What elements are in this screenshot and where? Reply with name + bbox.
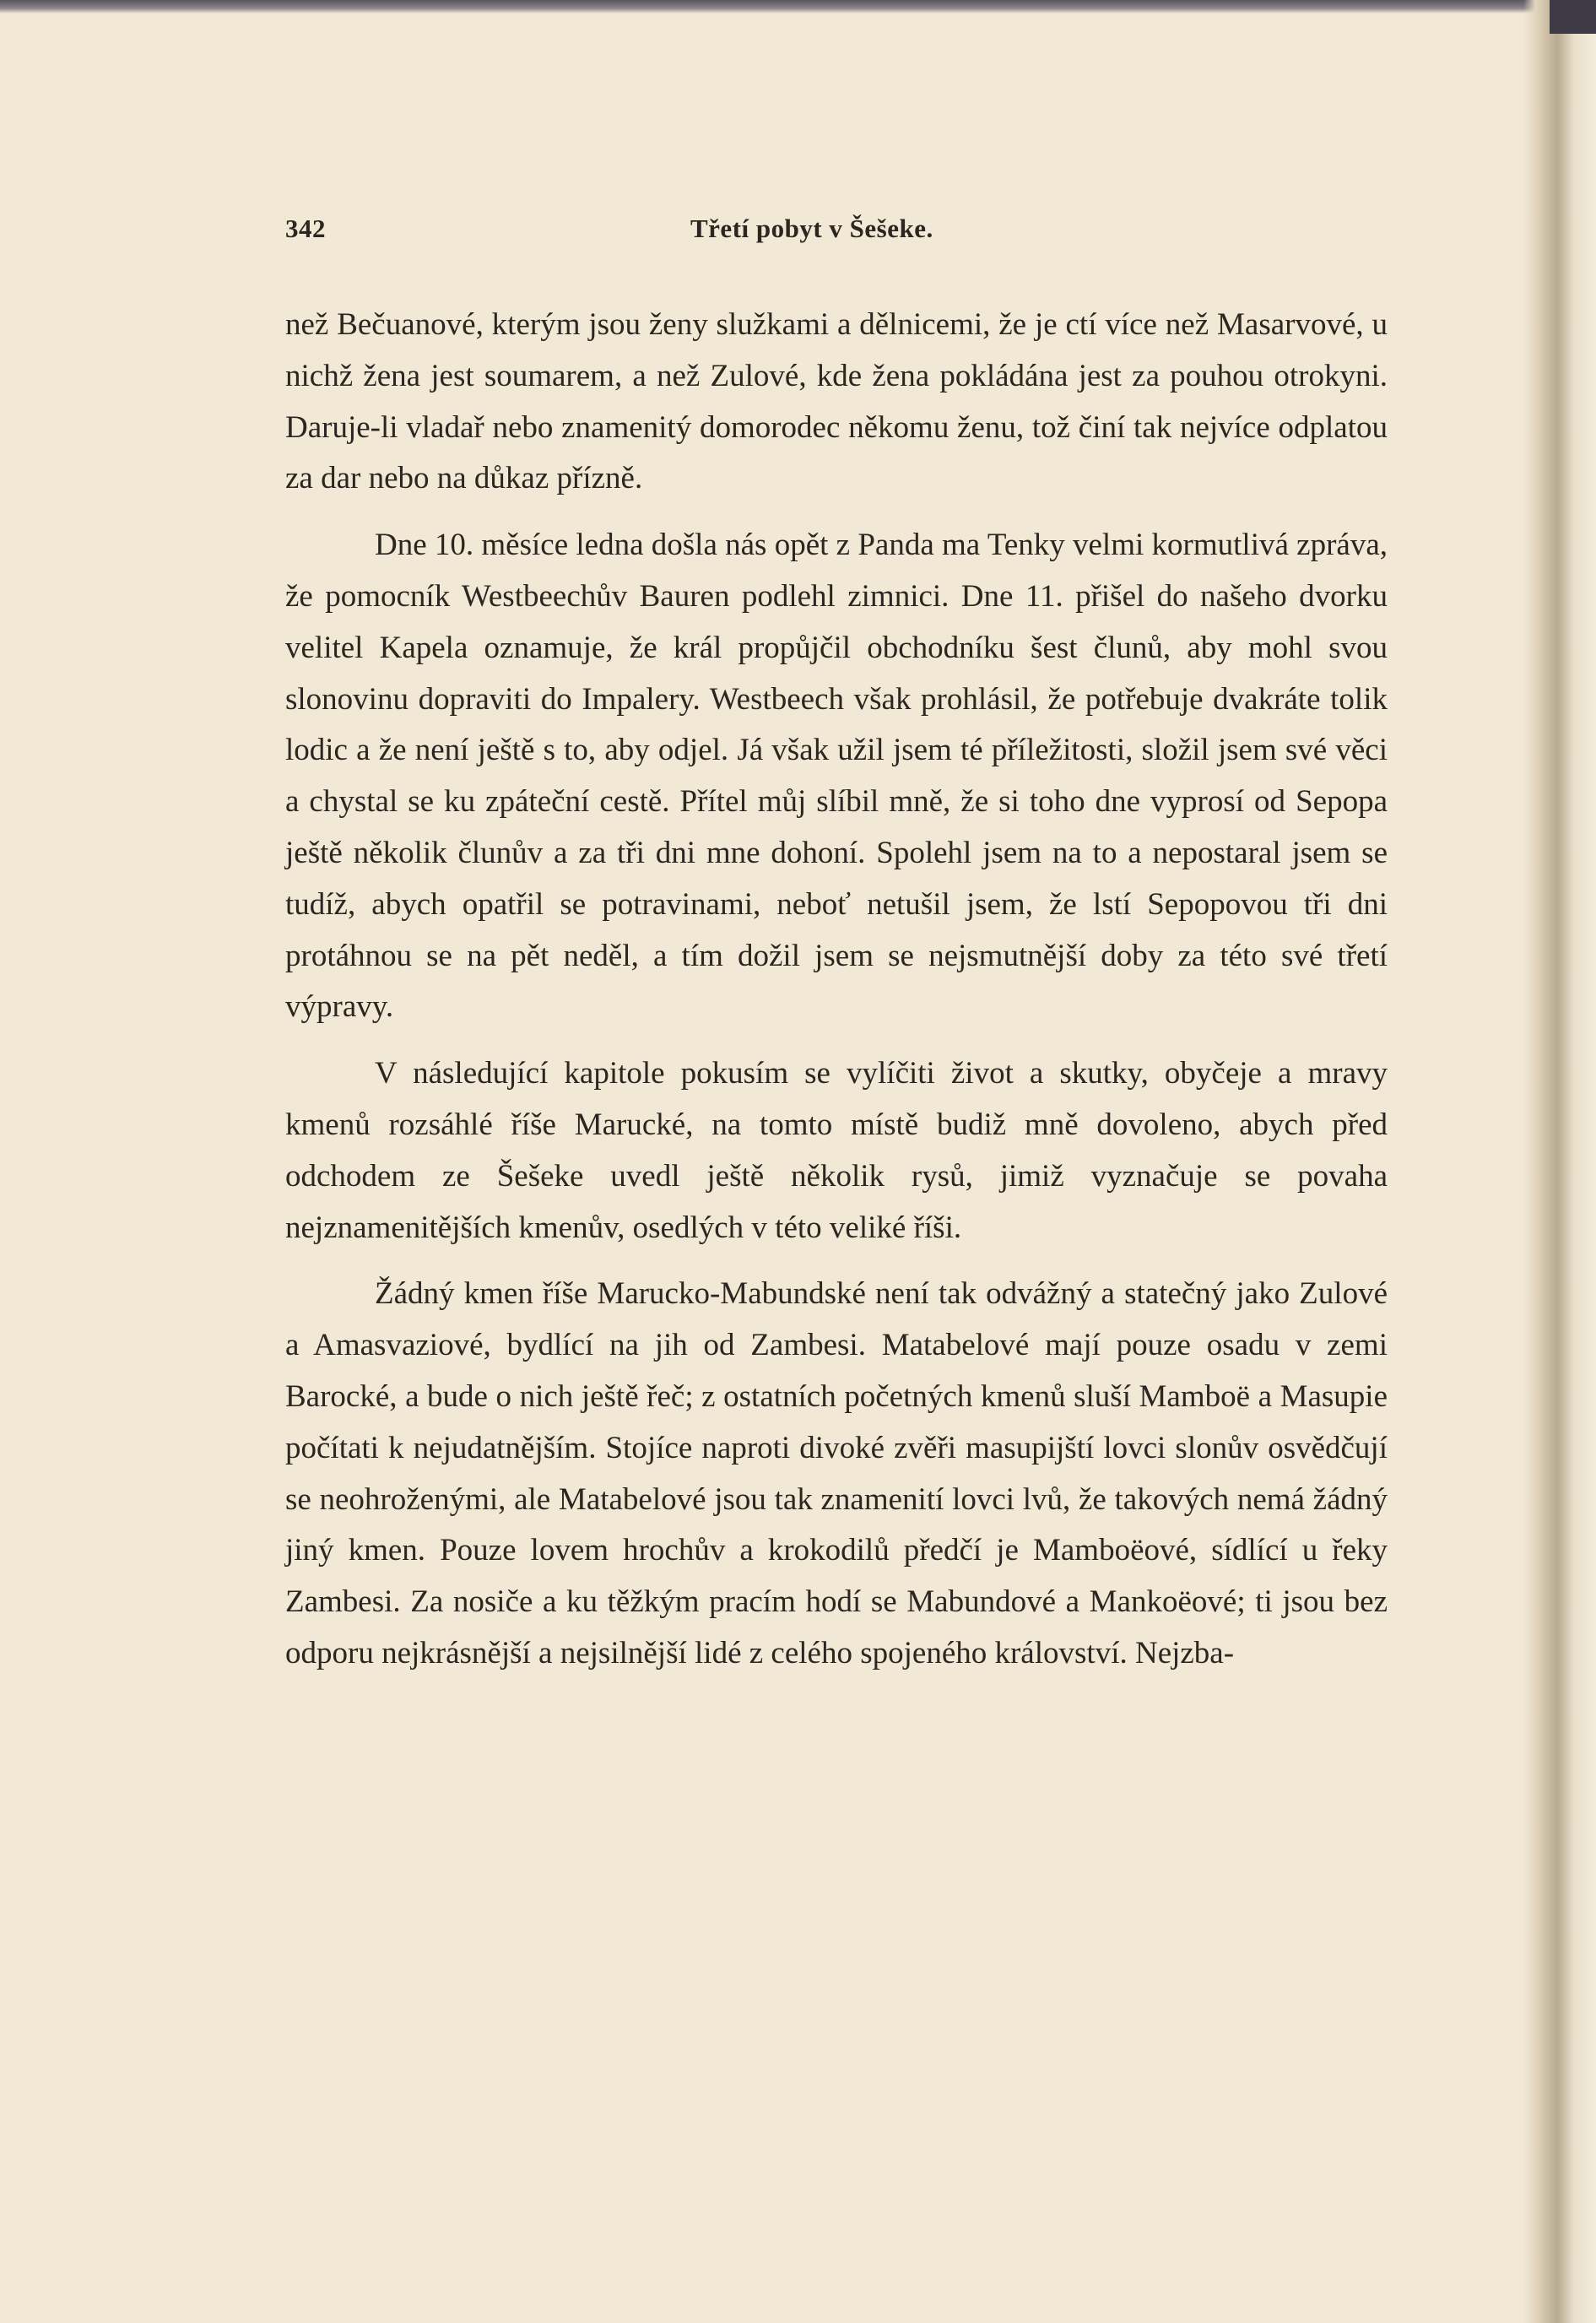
paragraph-continuation: než Bečuanové, kterým jsou ženy služkami a dělnicemi, že je ctí více než Masarvové, u nichž žena jest soumarem, a než Zulové, kde žena pokládána jest za pouhou otrokyni. Daruje-li vladař nebo znamenitý domorodec někomu ženu, tož činí tak nejvíce odplatou za dar nebo na důkaz přízně. <box>285 307 1388 496</box>
paragraph: Dne 10. měsíce ledna došla nás opět z Panda ma Tenky velmi kormutlivá zpráva, že pomocník Westbeechův Bauren podlehl zimnici. Dne 11. přišel do našeho dvorku velitel Kapela oznamuje, že král propůjčil obchodníku šest člunů, aby mohl svou slonovinu dopraviti do Impalery. Westbeech však prohlásil, že potřebuje dvakráte tolik lodic a že není ještě s to, aby odjel. Já však užil jsem té příležitosti, složil jsem své věci a chystal se ku zpáteční cestě. Přítel můj slíbil mně, že si toho dne vyprosí od Sepopa ještě několik člunův a za tři dni mne dohoní. Spolehl jsem na to a nepostaral jsem se tudíž, abych opatřil se potravinami, neboť netušil jsem, že lstí Sepopovou tři dni protáhnou se na pět neděl, a tím dožil jsem se nejsmutnější doby za této své třetí výpravy. <box>285 528 1388 1025</box>
book-gutter-shadow <box>1523 0 1596 2323</box>
running-title: Třetí pobyt v Šešeke. <box>690 214 933 243</box>
page-top-edge <box>0 0 1596 14</box>
running-head <box>285 207 1388 249</box>
paragraph: V následující kapitole pokusím se vylíčiti život a skutky, obyčeje a mravy kmenů rozsáhlé říše Marucké, na tomto místě budiž mně dovoleno, abych před odchodem ze Šešeke uvedl ještě několik rysů, jimiž vyznačuje se povaha nejznamenitějších kmenův, osedlých v této veliké říši. <box>285 1056 1388 1245</box>
book-page <box>285 207 1388 1680</box>
paragraph: Žádný kmen říše Marucko-Mabundské není tak odvážný a statečný jako Zulové a Amasvaziové, bydlící na jih od Zambesi. Matabelové mají pouze osadu v zemi Barocké, a bude o nich ještě řeč; z ostatních početných kmenů sluší Mamboë a Masupie počítati k nejudatnějším. Stojíce naproti divoké zvěři masupijští lovci slonův osvědčují se neohroženými, ale Matabelové jsou tak znamenití lovci lvů, že takových nemá žádný jiný kmen. Pouze lovem hrochův a krokodilů předčí je Mamboëové, sídlící u řeky Zambesi. Za nosiče a ku těžkým pracím hodí se Mabundové a Mankoëové; ti jsou bez odporu nejkrásnější a nejsilnější lidé z celého spojeného království. Nejzba- <box>285 1276 1388 1671</box>
body-text <box>285 300 1388 1680</box>
scan-corner <box>1550 0 1596 34</box>
page-number: 342 <box>285 214 326 243</box>
